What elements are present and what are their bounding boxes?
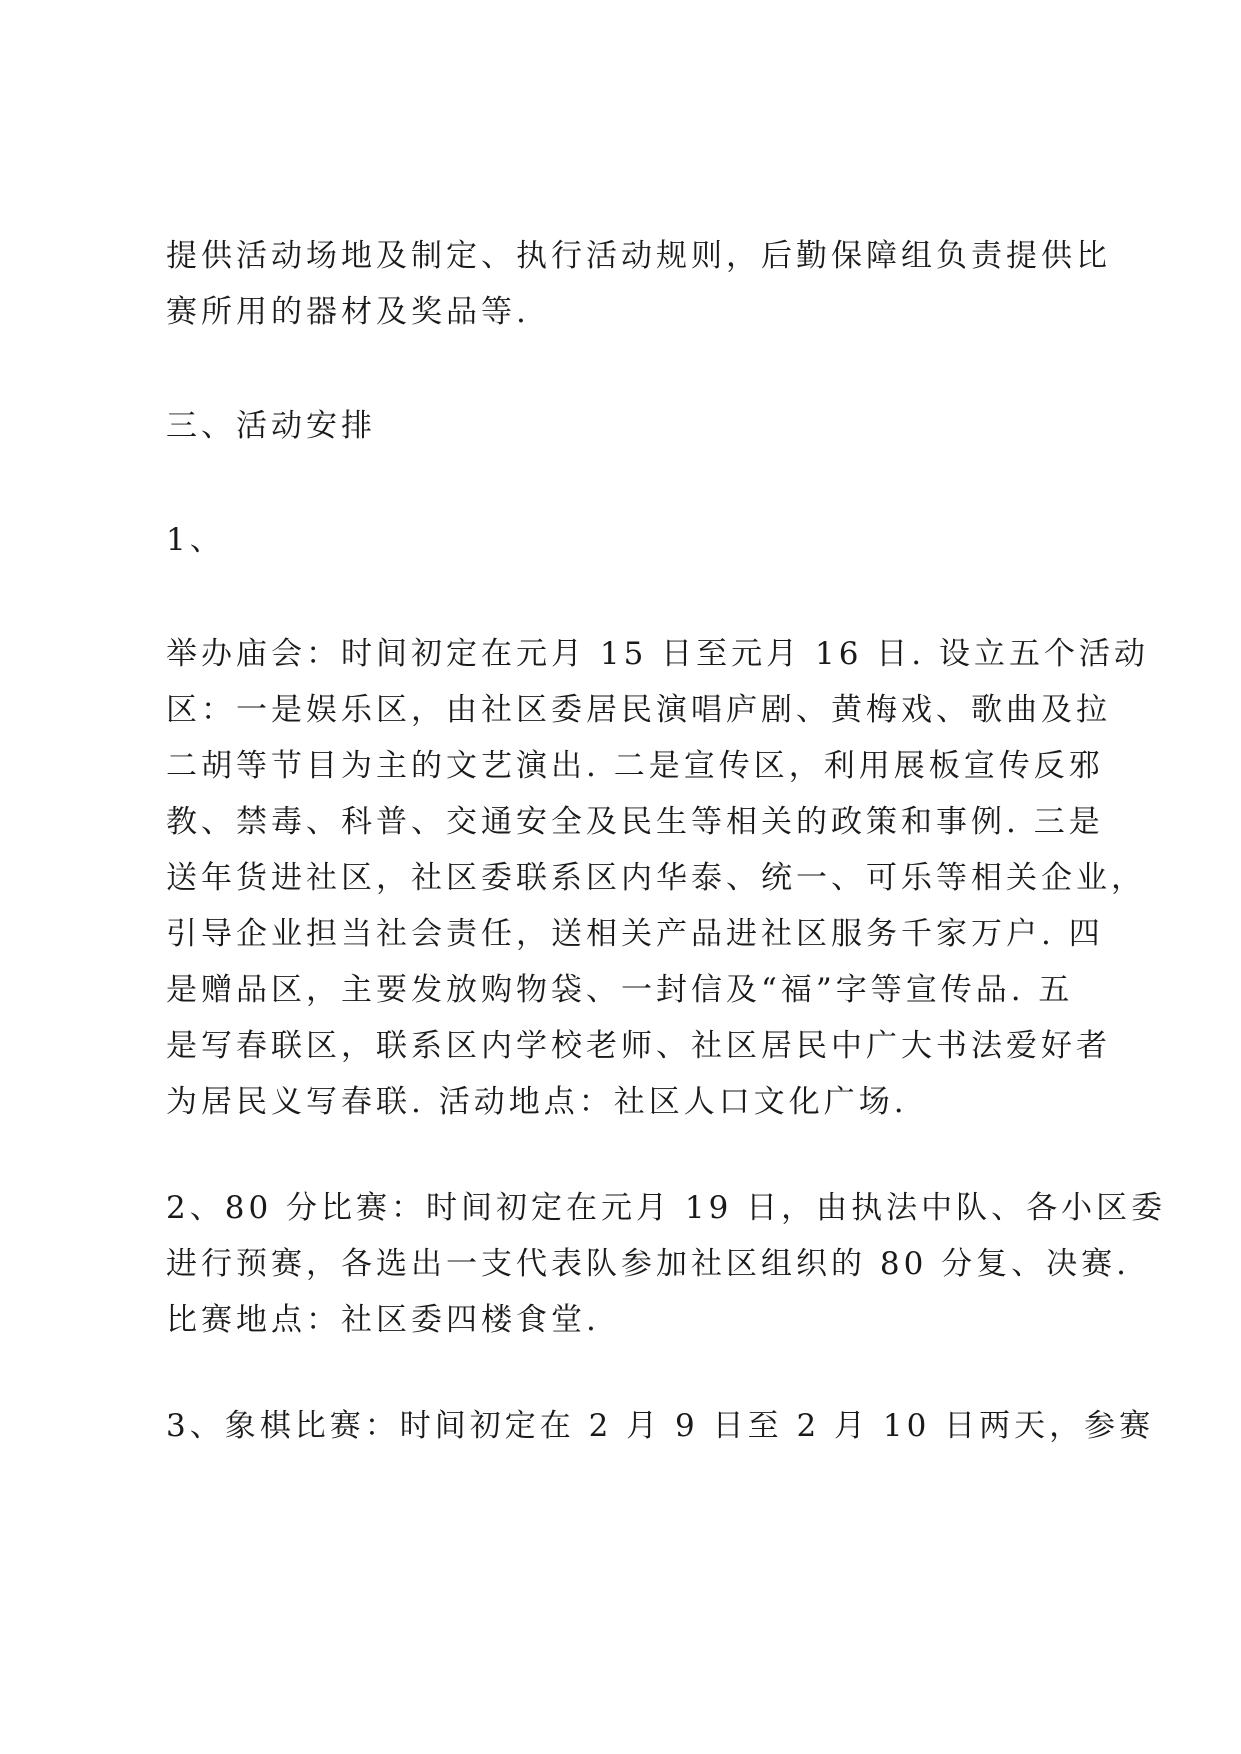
paragraph-line: 3、象棋比赛：时间初定在 2 月 9 日至 2 月 10 日两天，参赛 xyxy=(166,1408,1155,1444)
section-heading-block xyxy=(166,398,1086,454)
paragraph-line: 二胡等节目为主的文艺演出. 二是宣传区，利用展板宣传反邪 xyxy=(166,748,1104,784)
paragraph-line: 2、80 分比赛：时间初定在元月 19 日，由执法中队、各小区委 xyxy=(166,1190,1167,1226)
paragraph-line: 是赠品区，主要发放购物袋、一封信及“福”字等宣传品. 五 xyxy=(166,972,1074,1008)
paragraph-line: 教、禁毒、科普、交通安全及民生等相关的政策和事例. 三是 xyxy=(166,804,1104,840)
item-2-paragraph xyxy=(166,1180,1167,1348)
paragraph-line: 举办庙会：时间初定在元月 15 日至元月 16 日. 设立五个活动 xyxy=(166,636,1150,672)
paragraph-line: 引导企业担当社会责任，送相关产品进社区服务千家万户. 四 xyxy=(166,916,1104,952)
paragraph-line: 是写春联区，联系区内学校老师、社区居民中广大书法爱好者 xyxy=(166,1028,1111,1064)
paragraph-line: 提供活动场地及制定、执行活动规则，后勤保障组负责提供比 xyxy=(166,238,1111,274)
item-1-paragraph xyxy=(166,626,1150,1130)
document-body xyxy=(166,228,1167,1454)
section-heading: 三、活动安排 xyxy=(166,408,376,444)
intro-paragraph xyxy=(166,228,1111,340)
item-number-block xyxy=(166,512,1086,568)
item-3-paragraph xyxy=(166,1398,1155,1454)
paragraph-line: 赛所用的器材及奖品等. xyxy=(166,294,530,330)
paragraph-line: 送年货进社区，社区委联系区内华泰、统一、可乐等相关企业， xyxy=(166,860,1146,896)
item-number: 1、 xyxy=(166,522,225,558)
paragraph-line: 为居民义写春联. 活动地点：社区人口文化广场. xyxy=(166,1084,908,1120)
paragraph-line: 比赛地点：社区委四楼食堂. xyxy=(166,1302,600,1338)
paragraph-line: 进行预赛，各选出一支代表队参加社区组织的 80 分复、决赛. xyxy=(166,1246,1131,1282)
paragraph-line: 区：一是娱乐区，由社区委居民演唱庐剧、黄梅戏、歌曲及拉 xyxy=(166,692,1111,728)
